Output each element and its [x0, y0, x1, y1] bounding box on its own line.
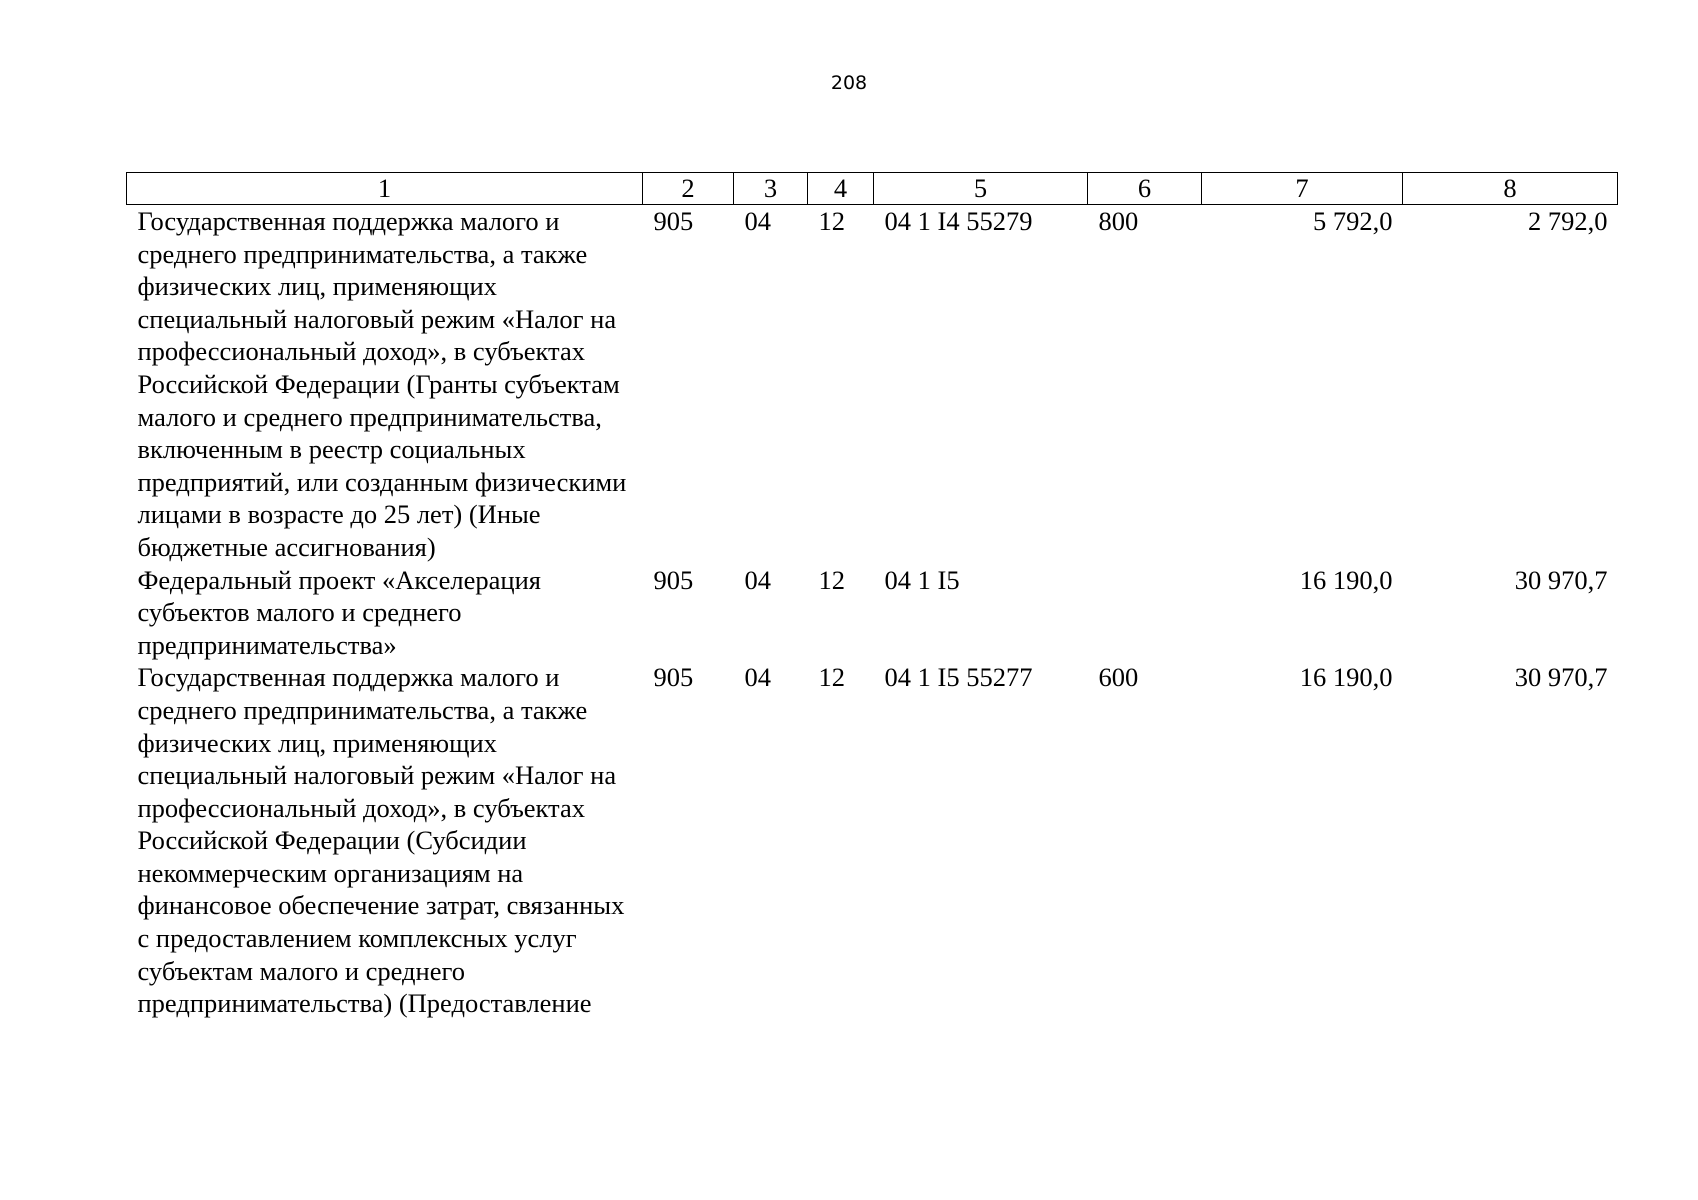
- column-number-7: 7: [1202, 173, 1403, 205]
- section-code: 04: [744, 662, 771, 693]
- table-row: [127, 564, 1618, 662]
- budget-table: [126, 172, 1618, 1020]
- section-code: 04: [744, 206, 771, 236]
- target-article-code: 04 1 I5 55277: [884, 662, 1033, 693]
- item-name: Государственная поддержка малого и среднего предпринимательства, а также физических лиц, применяющих специальный налоговый режим «Налог на профессиональный доход», в субъектах Российской Федерации (Гранты субъектам малого и среднего предпринимательства, включенным в реестр социальных предприятий, или созданным физическими лицами в возрасте до 25 лет) (Иные бюджетные ассигнования): [137, 206, 627, 562]
- expense-type-code: [1088, 564, 1202, 662]
- column-number-8: 8: [1403, 173, 1618, 205]
- column-number-1: 1: [127, 173, 643, 205]
- table-row: [127, 205, 1618, 564]
- item-name: Государственная поддержка малого и среднего предпринимательства, а также физических лиц, применяющих специальный налоговый режим «Налог на профессиональный доход», в субъектах Российской Федерации (Субсидии некоммерческим организациям на финансовое обеспечение затрат, связанных с предоставлением комплексных услуг субъектам малого и среднего предпринимательства) (Предоставление: [137, 662, 625, 1019]
- page-number: 208: [830, 72, 868, 94]
- column-number-2: 2: [643, 173, 734, 205]
- amount-column-7: 16 190,0: [1299, 662, 1393, 693]
- amount-column-8: 30 970,7: [1514, 564, 1608, 595]
- subsection-code: 12: [818, 662, 845, 693]
- section-code: 04: [744, 564, 771, 595]
- ministry-code: 905: [653, 206, 694, 236]
- column-number-5: 5: [874, 173, 1088, 205]
- column-number-6: 6: [1088, 173, 1202, 205]
- amount-column-8: 2 792,0: [1528, 206, 1608, 236]
- expense-type-code: 600: [1098, 662, 1139, 693]
- target-article-code: 04 1 I5: [884, 564, 960, 595]
- amount-column-8: 30 970,7: [1514, 662, 1608, 693]
- ministry-code: 905: [653, 564, 694, 595]
- column-number-4: 4: [808, 173, 874, 205]
- column-number-3: 3: [734, 173, 808, 205]
- ministry-code: 905: [653, 662, 694, 693]
- item-name: Федеральный проект «Акселерация субъектов малого и среднего предпринимательства»: [137, 564, 541, 660]
- amount-column-7: 5 792,0: [1313, 206, 1393, 236]
- expense-type-code: 800: [1098, 206, 1139, 236]
- column-number-header-row: [127, 173, 1618, 205]
- subsection-code: 12: [818, 564, 845, 595]
- table-row: [127, 661, 1618, 1020]
- target-article-code: 04 1 I4 55279: [884, 206, 1033, 236]
- subsection-code: 12: [818, 206, 845, 236]
- amount-column-7: 16 190,0: [1299, 564, 1393, 595]
